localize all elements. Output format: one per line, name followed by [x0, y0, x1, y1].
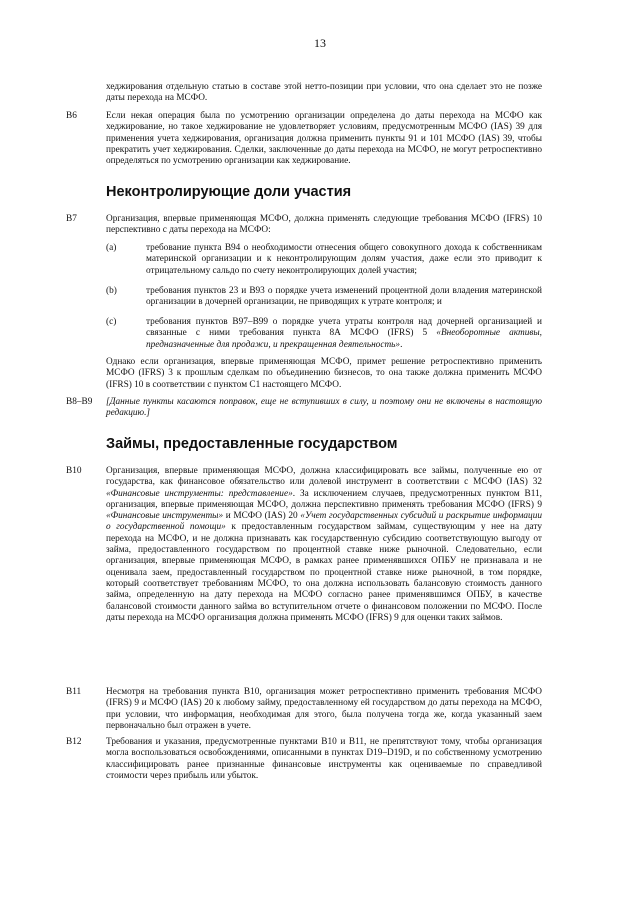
list-item-text-a: требование пункта B94 о необходимости отнесения общего совокупного дохода к собственникам материнской организации и к неконтролирующим долям участия, даже если это приводит к отрицательному сальдо по счету неконтролирующих долей участия;: [146, 243, 542, 276]
list-item-label-a: (a): [106, 243, 117, 253]
list-item-c-end: .: [400, 339, 403, 350]
b10-part-3: и МСФО (IAS) 20: [223, 511, 301, 522]
paragraph-number-b11: B11: [66, 687, 82, 697]
list-item-label-c: (c): [106, 317, 117, 327]
list-item-text-b: требования пунктов 23 и B93 о порядке учета изменений процентной доли владения материнской организации в дочерней организации, не приводящих к утрате контроля; и: [146, 286, 542, 308]
list-item-label-b: (b): [106, 286, 117, 296]
paragraph-b8-b9: [Данные пункты касаются поправок, еще не вступивших в силу, и поэтому они не включены в настоящую редакцию.]: [106, 397, 542, 419]
section-heading-noncontrolling-interests: Неконтролирующие доли участия: [106, 184, 352, 200]
paragraph-b7-after: Однако если организация, впервые применяющая МСФО, примет решение ретроспективно применить МСФО (IFRS) 3 к прошлым сделкам по объединению бизнесов, то она также должна применить МСФО (IFRS) 10 в соответствии с пунктом C1 настоящего МСФО.: [106, 357, 542, 390]
b10-part-1: Организация, впервые применяющая МСФО, должна классифицировать все займы, полученные ею от государства, как финансовое обязательство или долевой инструмент в соответствии с МСФО (IAS) 32: [106, 466, 542, 488]
paragraph-b6: Если некая операция была по усмотрению организации определена до даты перехода на МСФО как хеджирование, но такое хеджирование не удовлетворяет условиям, предусмотренным МСФО (IAS) 39 для применения учета хеджирования, организация должна применить пункты 91 и 101 МСФО (IAS) 39, чтобы прекратить учет хеджирования. Сделки, заключенные до даты перехода на МСФО, не могут ретроспективно определяться по усмотрению организации как хеджирование.: [106, 111, 542, 167]
list-item-text-c: [146, 317, 542, 351]
page-number: 13: [314, 36, 326, 50]
paragraph-b10: [106, 466, 542, 624]
paragraph-b12: Требования и указания, предусмотренные пунктами B10 и B11, не препятствуют тому, чтобы организация могла воспользоваться освобождениями, описанными в пунктах D19–D19D, и по собственному усмотрению классифицировать ранее признанные финансовые инструменты как оцениваемые по справедливой стоимости через прибыль или убыток.: [106, 737, 542, 781]
list-item-c-plain: требования пунктов B97–B99 о порядке учета утраты контроля над дочерней организацией и связанные с ними требования пункта 8А МСФО (IFRS) 5: [146, 317, 542, 339]
list-item-c-italic: «Внеоборотные активы, предназначенные для продажи, и прекращенная деятельность»: [146, 328, 542, 350]
paragraph-number-b10: B10: [66, 466, 82, 476]
paragraph-b7: Организация, впервые применяющая МСФО, должна применять следующие требования МСФО (IFRS) 10 перспективно с даты перехода на МСФО:: [106, 214, 542, 236]
b10-italic-3: «Учет государственных субсидий и раскрытие информации о государственной помощи»: [106, 511, 542, 533]
section-heading-government-loans: Займы, предоставленные государством: [106, 436, 398, 452]
b10-italic-2: «Финансовые инструменты»: [106, 511, 224, 522]
b10-part-2: . За исключением случаев, предусмотренных пунктом B11, организация, впервые применяющая МСФО, должна перспективно применять требования МСФО (IFRS) 9: [106, 488, 543, 510]
paragraph-b11: Несмотря на требования пункта B10, организация может ретроспективно применить требования МСФО (IFRS) 9 и МСФО (IAS) 20 к любому займу, предоставленному ей государством до даты перехода на МСФО, при условии, что информация, необходимая для этого, была получена тогда же, когда указанный заем первоначально был отражен в учете.: [106, 687, 542, 731]
paragraph-number-b7: B7: [66, 214, 77, 224]
paragraph-number-b8-b9: B8–B9: [66, 397, 93, 407]
paragraph-number-b6: B6: [66, 111, 77, 121]
b10-part-4: к предоставленным государством займам, существующим у нее на дату перехода на МСФО, и не должна признавать как государственную субсидию соответствующую выгоду от займа, предоставленного государством по процентной ставке ниже рыночной. Следовательно, если организация, впервые применяющая МСФО, в рамках ранее применявшихся ОПБУ не признавала и не оценивала заем, предоставленный государством по процентной ставке ниже рыночной, в том порядке, который соответствует требованиям МСФО, то она должна использовать балансовую стоимость данного займа, определенную на дату перехода на МСФО согласно ранее применявшимся ОПБУ, в качестве балансовой стоимости данного займа во вступительном отчете о финансовом положении по МСФО. После даты перехода на МСФО организация должна применять МСФО (IFRS) 9 для оценки таких займов.: [106, 522, 542, 623]
b10-italic-1: «Финансовые инструменты: представление»: [106, 488, 293, 499]
paragraph-number-b12: B12: [66, 737, 82, 747]
intro-paragraph: хеджирования отдельную статью в составе этой нетто-позиции при условии, что она сделает это не позже даты перехода на МСФО.: [106, 82, 542, 104]
